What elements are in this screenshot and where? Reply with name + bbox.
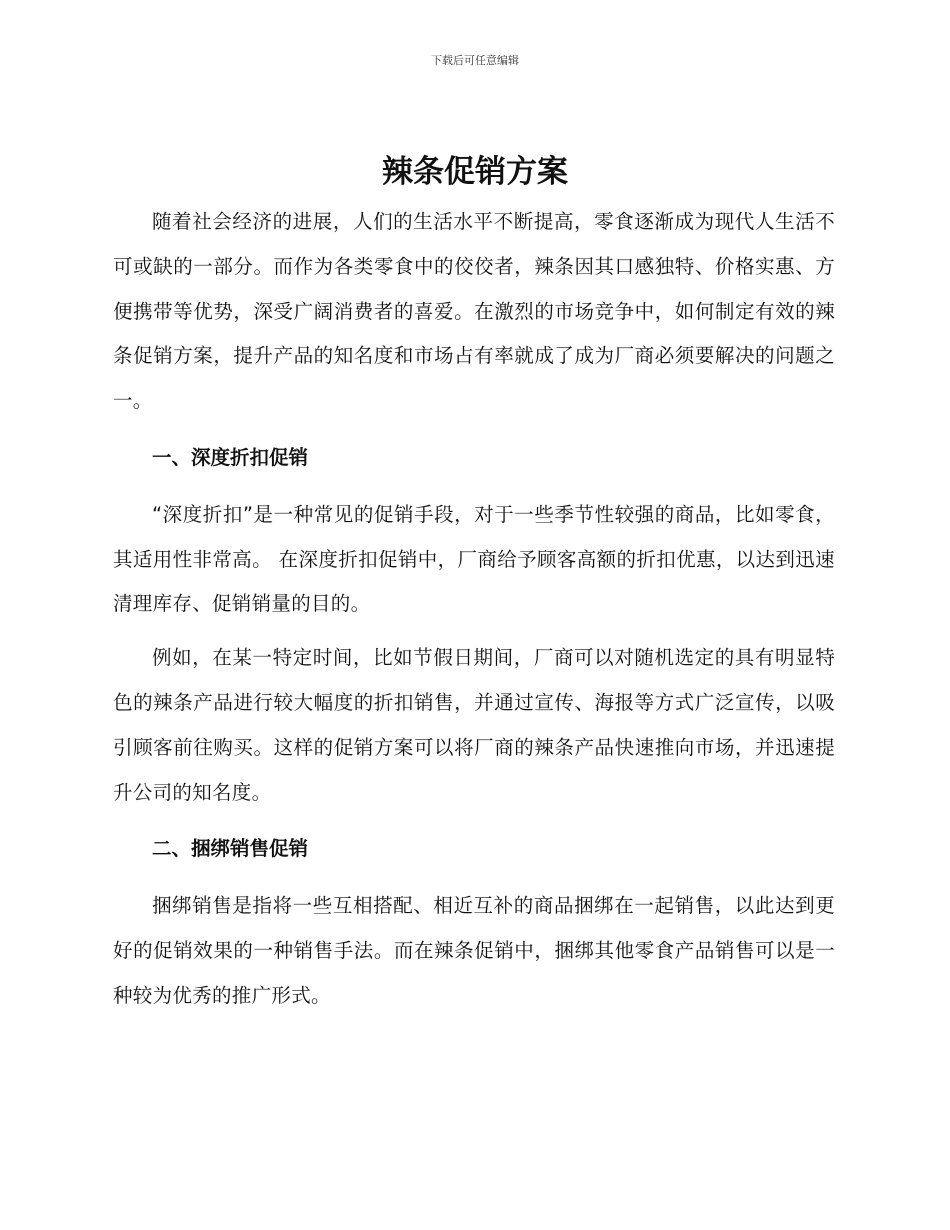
section-2-heading: 二、捆绑销售促销 (152, 837, 309, 861)
section-1-heading: 一、深度折扣促销 (152, 445, 309, 469)
header-note: 下载后可任意编辑 (431, 54, 519, 67)
section-1-paragraph-1: “深度折扣”是一种常见的促销手段，对于一些季节性较强的商品，比如零食，其适用性非常高。 在深度折扣促销中，厂商给予顾客高额的折扣优惠，以达到迅速清理库存、促销销量的目的。 (113, 502, 835, 616)
section-1-paragraph-2: 例如，在某一特定时间，比如节假日期间，厂商可以对随机选定的具有明显特色的辣条产品进行较大幅度的折扣销售，并通过宣传、海报等方式广泛宣传，以吸引顾客前往购买。这样的促销方案可以将厂商的辣条产品快速推向市场，并迅速提升公司的知名度。 (113, 646, 835, 804)
intro-paragraph: 随着社会经济的进展，人们的生活水平不断提高，零食逐渐成为现代人生活不可或缺的一部分。而作为各类零食中的佼佼者，辣条因其口感独特、价格实惠、方便携带等优势，深受广阔消费者的喜爱。在激烈的市场竞争中，如何制定有效的辣条促销方案，提升产品的知名度和市场占有率就成了成为厂商必须要解决的问题之一。 (113, 210, 835, 413)
document-body (113, 200, 835, 1019)
document-title: 辣条促销方案 (382, 154, 568, 190)
section-2-paragraph-1: 捆绑销售是指将一些互相搭配、相近互补的商品捆绑在一起销售，以此达到更好的促销效果的一种销售手法。而在辣条促销中，捆绑其他零食产品销售可以是一种较为优秀的推广形式。 (113, 894, 835, 1007)
